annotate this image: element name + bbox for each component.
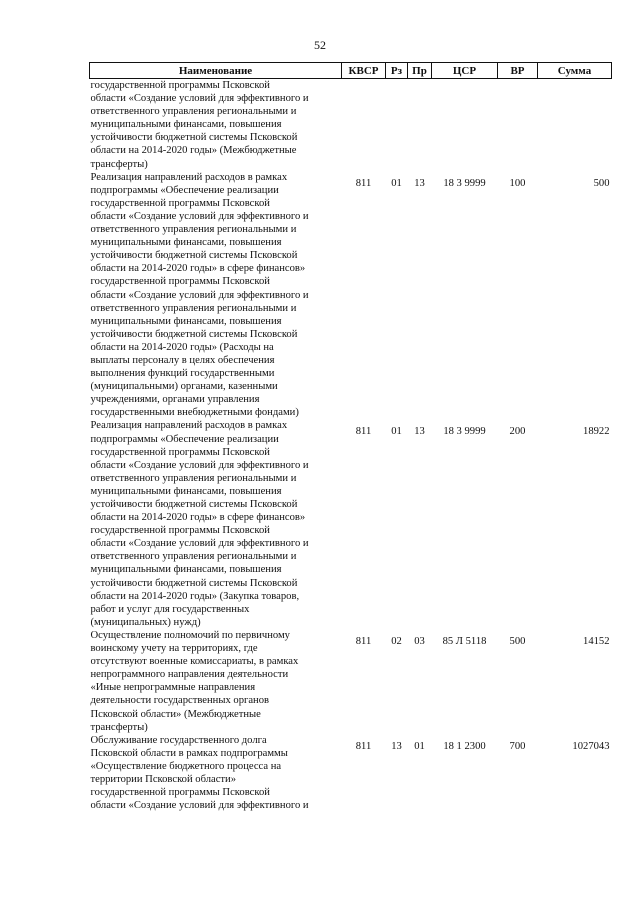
cell-kvsr: 811 <box>355 177 372 189</box>
table-row <box>90 171 612 420</box>
name-line: Псковской области в рамках подпрограммы <box>90 747 288 759</box>
name-line: ответственного управления региональными и <box>90 302 297 314</box>
cell-csr: 85 Л 5118 <box>442 635 487 647</box>
cell-sum: 500 <box>593 177 610 189</box>
name-line: ответственного управления региональными и <box>90 472 297 484</box>
name-line: трансферты) <box>90 158 148 170</box>
table-row <box>90 79 612 171</box>
name-line: устойчивости бюджетной системы Псковской <box>90 250 298 262</box>
name-line: государственной программы Псковской <box>90 446 270 458</box>
name-line: государственной программы Псковской <box>90 787 270 799</box>
name-line: государственными внебюджетными фондами) <box>90 407 299 419</box>
cell-rz: 02 <box>391 635 402 647</box>
name-line: Реализация направлений расходов в рамках <box>90 171 288 183</box>
cell-kvsr <box>342 79 386 171</box>
name-line: учреждениями, органами управления <box>90 394 260 406</box>
name-line: «Осуществление бюджетного процесса на <box>90 760 282 772</box>
page-number: 52 <box>314 38 326 52</box>
cell-vr: 700 <box>509 740 526 752</box>
cell-kvsr: 811 <box>355 426 372 438</box>
name-line: отсутствуют военные комиссариаты, в рамках <box>90 656 299 668</box>
cell-pr: 03 <box>414 635 425 647</box>
name-line: области «Создание условий для эффективного и <box>90 459 309 471</box>
cell-rz <box>386 79 408 171</box>
cell-pr: 13 <box>414 177 425 189</box>
row-name-cell <box>90 171 342 420</box>
table-row <box>90 629 612 734</box>
name-line: государственной программы Псковской <box>90 80 270 91</box>
name-line: (муниципальными) органами, казенными <box>90 381 278 393</box>
name-line: муниципальными финансами, повышения <box>90 315 282 327</box>
table-row <box>90 419 612 629</box>
name-line: области «Создание условий для эффективного и <box>90 800 309 812</box>
table-row <box>90 734 612 813</box>
name-line: муниципальными финансами, повышения <box>90 119 282 131</box>
name-line: государственной программы Псковской <box>90 525 270 537</box>
cell-vr <box>498 79 538 171</box>
cell-pr <box>408 79 432 171</box>
name-line: области на 2014-2020 годы» в сфере финансов» <box>90 263 306 275</box>
name-line: области на 2014-2020 годы» (Закупка товаров, <box>90 590 300 602</box>
name-line: государственной программы Псковской <box>90 276 270 288</box>
row-name-cell <box>90 419 342 629</box>
name-line: устойчивости бюджетной системы Псковской <box>90 577 298 589</box>
name-line: устойчивости бюджетной системы Псковской <box>90 328 298 340</box>
row-name-cell <box>90 629 342 734</box>
cell-csr <box>432 79 498 171</box>
name-line: выплаты персоналу в целях обеспечения <box>90 354 275 366</box>
budget-table <box>89 62 612 812</box>
cell-kvsr: 811 <box>355 740 372 752</box>
table-header-row <box>90 63 612 79</box>
name-line: государственной программы Псковской <box>90 197 270 209</box>
name-line: Реализация направлений расходов в рамках <box>90 420 288 432</box>
name-line: области «Создание условий для эффективного и <box>90 289 309 301</box>
header-name: Наименование <box>90 63 342 79</box>
table-body <box>90 79 612 813</box>
budget-table-container <box>89 62 611 812</box>
name-line: территории Псковской области» <box>90 773 236 785</box>
row-name-cell <box>90 79 342 171</box>
header-kvsr: КВСР <box>342 63 386 79</box>
name-line: ответственного управления региональными и <box>90 106 297 118</box>
cell-vr: 100 <box>509 177 526 189</box>
cell-rz: 01 <box>391 177 402 189</box>
cell-csr: 18 3 9999 <box>443 426 486 438</box>
cell-csr: 18 3 9999 <box>443 177 486 189</box>
name-line: Обслуживание государственного долга <box>90 734 267 746</box>
name-line: «Иные непрограммные направления <box>90 682 256 694</box>
cell-kvsr: 811 <box>355 635 372 647</box>
cell-sum <box>538 79 612 171</box>
name-line: ответственного управления региональными и <box>90 551 297 563</box>
name-line: деятельности государственных органов <box>90 695 270 707</box>
cell-sum: 18922 <box>583 426 610 438</box>
name-line: воинскому учету на территориях, где <box>90 643 258 655</box>
name-line: Псковской области» (Межбюджетные <box>90 708 261 720</box>
name-line: (муниципальных) нужд) <box>90 616 201 628</box>
header-vr: ВР <box>498 63 538 79</box>
name-line: области «Создание условий для эффективного и <box>90 210 309 222</box>
name-line: области на 2014-2020 годы» в сфере финансов» <box>90 512 306 524</box>
name-line: области «Создание условий для эффективного и <box>90 538 309 550</box>
name-line: муниципальными финансами, повышения <box>90 564 282 576</box>
name-line: области на 2014-2020 годы» (Межбюджетные <box>90 145 297 157</box>
name-line: области на 2014-2020 годы» (Расходы на <box>90 341 274 353</box>
cell-rz: 01 <box>391 426 402 438</box>
name-line: муниципальными финансами, повышения <box>90 485 282 497</box>
name-line: муниципальными финансами, повышения <box>90 237 282 249</box>
row-name-cell <box>90 734 342 813</box>
name-line: устойчивости бюджетной системы Псковской <box>90 499 298 510</box>
header-csr: ЦСР <box>432 63 498 79</box>
name-line: трансферты) <box>90 721 148 733</box>
name-line: подпрограммы «Обеспечение реализации <box>90 184 279 196</box>
cell-csr: 18 1 2300 <box>443 740 486 752</box>
name-line: устойчивости бюджетной системы Псковской <box>90 132 298 144</box>
name-line: ответственного управления региональными и <box>90 224 297 236</box>
cell-vr: 200 <box>509 426 526 438</box>
cell-pr: 01 <box>414 740 425 752</box>
header-sum: Сумма <box>538 63 612 79</box>
name-line: подпрограммы «Обеспечение реализации <box>90 433 279 445</box>
name-line: Осуществление полномочий по первичному <box>90 629 290 641</box>
name-line: работ и услуг для государственных <box>90 603 250 615</box>
name-line: области «Создание условий для эффективного и <box>90 93 309 105</box>
header-pr: Пр <box>408 63 432 79</box>
cell-sum: 1027043 <box>572 740 610 752</box>
cell-pr: 13 <box>414 426 425 438</box>
name-line: непрограммного направления деятельности <box>90 669 289 681</box>
cell-vr: 500 <box>509 635 526 647</box>
name-line: выполнения функций государственными <box>90 368 275 380</box>
cell-sum: 14152 <box>583 635 610 647</box>
header-rz: Рз <box>386 63 408 79</box>
cell-rz: 13 <box>391 740 402 752</box>
